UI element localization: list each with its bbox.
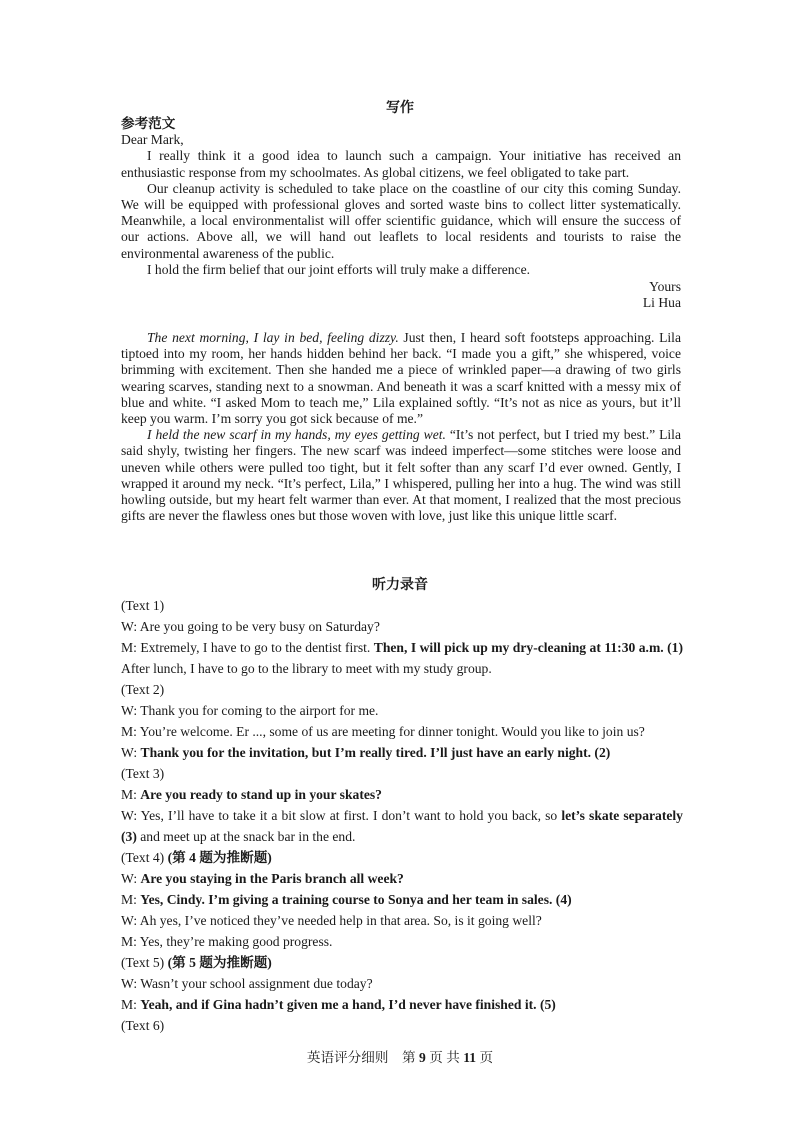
letter-signature: Li Hua — [642, 295, 681, 311]
text-2-woman-2-a: W: — [121, 745, 141, 760]
footer-gong: 共 — [446, 1050, 460, 1065]
text-5-label-a: (Text 5) — [121, 955, 168, 970]
footer-ye: 页 — [429, 1050, 443, 1065]
story-p2-body: “It’s not perfect, but I tried my best.” Lila said shyly, twisting her fingers. The new scarf was indeed imperfect—some stitches were loose and uneven while others were pulled too tight, but it felt softer than any scarf I’d ever owned. Gently, I wrapped it around my neck. “It’s perfect, Lila,” I whispered, pulling her into a hug. The wind was still howling outside, but my heart felt warmer than ever. At that moment, I realized that the most precious gifts are never the flawless ones but those woven with love, just like this unique little scarf. — [121, 427, 681, 524]
text-1-man — [121, 637, 683, 679]
text-3-woman-a: W: Yes, I’ll have to take it a bit slow at first. I don’t want to hold you back, so — [121, 808, 562, 823]
text-5-man — [121, 994, 683, 1015]
text-2-label: (Text 2) — [121, 682, 165, 697]
footer-di: 第 — [402, 1050, 416, 1065]
text-3-label: (Text 3) — [121, 766, 165, 781]
text-2-woman-1: W: Thank you for coming to the airport for me. — [121, 703, 379, 718]
text-4-man-1 — [121, 889, 683, 910]
footer-ye-2: 页 — [479, 1050, 494, 1065]
text-4-woman-1-a: W: — [121, 871, 141, 886]
text-5-woman: W: Wasn’t your school assignment due today? — [121, 976, 373, 991]
text-1-woman: W: Are you going to be very busy on Saturday? — [121, 619, 380, 634]
story-paragraph-1 — [121, 330, 681, 427]
writing-section-title: 写作 — [386, 101, 414, 116]
text-4-label — [121, 847, 683, 868]
text-1-man-a: M: Extremely, I have to go to the dentist first. — [121, 640, 374, 655]
story-p2-lead: I held the new scarf in my hands, my eyes getting wet. — [147, 427, 446, 443]
text-5-inference-note: (第 5 题为推断题) — [167, 955, 272, 970]
text-1-man-answer: Then, I will pick up my dry-cleaning at 11:30 a.m. (1) — [373, 640, 683, 655]
footer-total-pages: 11 — [463, 1050, 477, 1065]
text-3-man — [121, 784, 683, 805]
text-5-label — [121, 952, 683, 973]
footer-label: 英语评分细则 — [306, 1050, 389, 1065]
letter-paragraph-2: Our cleanup activity is scheduled to take place on the coastline of our city this coming Sunday. We will be equipped with professional gloves and sorted waste bins to collect litter systematically. Meanwhile, a local environmentalist will offer scientific guidance, which will ensure the success of our actions. Above all, we will hand out leaflets to local residents and tourists to raise the environmental awareness of the public. — [121, 180, 681, 261]
text-4-label-a: (Text 4) — [121, 850, 168, 865]
footer-page-number: 9 — [419, 1050, 426, 1065]
text-4-man-2: M: Yes, they’re making good progress. — [121, 934, 333, 949]
story-paragraph-2 — [121, 427, 681, 524]
text-4-man-1-a: M: — [121, 892, 141, 907]
story-p1-lead: The next morning, I lay in bed, feeling dizzy. — [147, 330, 399, 345]
letter-paragraph-1: I really think it a good idea to launch such a campaign. Your initiative has received an enthusiastic response from my schoolmates. As global citizens, we feel obligated to take part. — [121, 148, 681, 180]
text-4-woman-1 — [121, 868, 683, 889]
text-2-woman-2-answer: Thank you for the invitation, but I’m really tired. I’ll just have an early night. (2) — [140, 745, 611, 760]
text-1-label: (Text 1) — [121, 598, 165, 613]
letter-closing: Yours — [649, 279, 681, 295]
listening-section-title: 听力录音 — [372, 578, 428, 593]
text-2-woman-2 — [121, 742, 683, 763]
text-3-woman — [121, 805, 683, 847]
listening-transcript — [121, 595, 683, 1036]
text-3-woman-answer: let’s skate separately (3) — [121, 808, 683, 844]
letter-paragraph-3: I hold the firm belief that our joint efforts will truly make a difference. — [147, 261, 531, 277]
text-4-woman-1-b: Are you staying in the Paris branch all week? — [140, 871, 404, 886]
text-5-man-answer: Yeah, and if Gina hadn’t given me a hand, I’d never have finished it. (5) — [140, 997, 556, 1012]
story-p1-body: Just then, I heard soft footsteps approaching. Lila tiptoed into my room, her hands hidden behind her back. “I made you a gift,” she whispered, voice brimming with excitement. Then she handed me a piece of wrinkled paper—a drawing of two girls wearing scarves, standing next to a snowman. And beneath it was a scarf knitted with a messy mix of blue and white. “I asked Mom to teach me,” Lila explained softly. “It’s not as nice as yours, but it’ll keep you warm. I’m sorry you got sick because of me.” — [121, 330, 681, 427]
text-4-man-1-answer: Yes, Cindy. I’m giving a training course to Sonya and her team in sales. (4) — [140, 892, 572, 907]
text-5-man-a: M: — [121, 997, 141, 1012]
letter-salutation: Dear Mark, — [121, 132, 184, 148]
story-continuation — [121, 330, 681, 524]
text-3-man-b: Are you ready to stand up in your skates? — [140, 787, 382, 802]
model-essay — [121, 116, 681, 311]
text-3-woman-c: and meet up at the snack bar in the end. — [136, 829, 356, 844]
text-2-man: M: You’re welcome. Er ..., some of us are meeting for dinner tonight. Would you like to join us? — [121, 724, 645, 739]
page-footer — [0, 1046, 800, 1066]
text-4-inference-note: (第 4 题为推断题) — [167, 850, 272, 865]
text-3-man-a: M: — [121, 787, 141, 802]
text-1-man-c: After lunch, I have to go to the library to meet with my study group. — [121, 661, 492, 676]
text-4-woman-2: W: Ah yes, I’ve noticed they’ve needed help in that area. So, is it going well? — [121, 913, 542, 928]
model-essay-label: 参考范文 — [121, 116, 176, 131]
text-6-label: (Text 6) — [121, 1018, 165, 1033]
